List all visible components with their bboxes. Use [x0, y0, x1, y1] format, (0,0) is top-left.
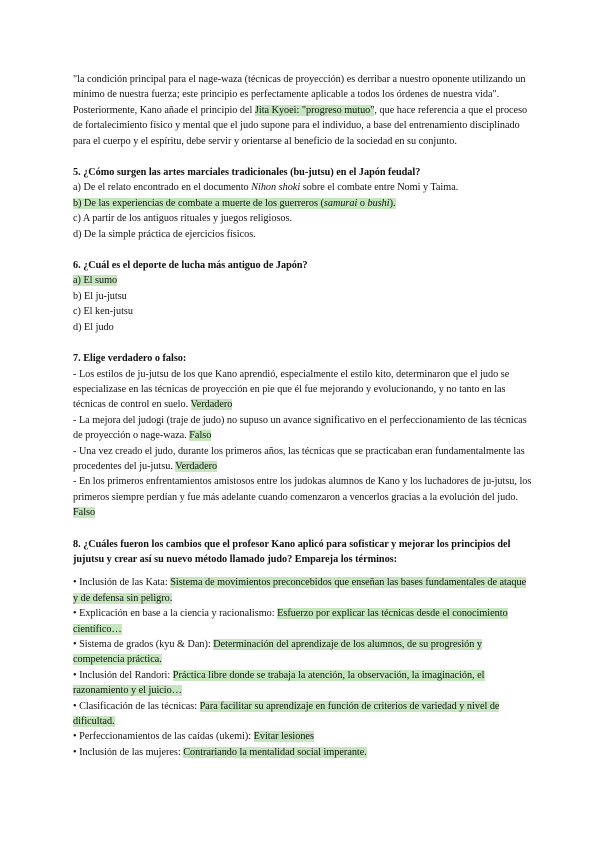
q8-term: • Explicación en base a la ciencia y racionalismo: [73, 608, 278, 620]
question-8-title: 8. ¿Cuáles fueron los cambios que el profesor Kano aplicó para sofisticar y mejorar los principios del jujutsu y crear así su nuevo método llamado judo? Empareja los términos: [73, 538, 511, 565]
q5-b-end: ). [389, 197, 396, 209]
q7-statement-text: - En los primeros enfrentamientos amistosos entre los judokas alumnos de Kano y los luchadores de ju-jutsu, los primeros siempre perdían y fue más adelante cuando comenzaron a vencerlos gracias a la evolución del judo. [73, 476, 532, 503]
q7-statement-text: - Los estilos de ju-jutsu de los que Kano aprendió, especialmente el estilo kito, determinaron que el judo se especializase en las técnicas de proyección en pie que él fue mejorando y evolucionando, y no tanto en las técnicas de control en suelo. [73, 368, 510, 411]
q6-option-b: b) El ju-jutsu [73, 290, 127, 302]
q5-a-italic: Nihon shoki [251, 182, 301, 194]
q7-statement-text: - La mejora del judogi (traje de judo) no supuso un avance significativo en el perfeccionamiento de las técnicas de proyección o nage-waza. [73, 414, 527, 442]
q8-term: • Inclusión de las Kata: [73, 577, 171, 589]
q8-answer-highlight: Sistema de movimientos preconcebidos que enseñan las bases fundamentales de ataque y de defensa sin peligro. [73, 577, 527, 604]
q8-term: • Sistema de grados (kyu & Dan): [73, 639, 214, 650]
q8-answer-highlight: Contrariando la mentalidad social imperante. [183, 746, 367, 758]
q5-option-a [73, 180, 533, 195]
intro-quote: "la condición principal para el nage-waza (técnicas de proyección) es derribar a nuestro oponente utilizando un mínimo de nuestra fuerza; este principio es perfectamente aplicable a todos los órdenes de nuestra vida". [73, 74, 526, 101]
q5-b-bushi: bushi [367, 197, 390, 209]
question-7-title: 7. Elige verdadero o falso: [73, 353, 187, 365]
q8-term: • Clasificación de las técnicas: [73, 700, 200, 712]
q7-statement [73, 444, 533, 475]
q5-b-or: o [357, 197, 368, 209]
q8-match-item [73, 668, 533, 699]
q8-term: • Perfeccionamientos de las caídas (ukemi): [73, 731, 254, 743]
q8-answer-highlight: Evitar lesiones [253, 731, 314, 743]
q5-option-c: c) A partir de los antiguos rituales y juegos religiosos. [73, 213, 292, 225]
q5-b-samurai: samurai [323, 197, 358, 209]
q8-match-item [73, 729, 533, 744]
q5-a-text: a) De el relato encontrado en el documento [73, 182, 252, 194]
q8-match-item [73, 637, 533, 668]
q8-answer-highlight: Práctica libre donde se trabaja la atención, la observación, la imaginación, el razonamiento y el juicio… [73, 669, 485, 697]
question-5-title: 5. ¿Cómo surgen las artes marciales tradicionales (bu-jutsu) en el Japón feudal? [73, 167, 421, 179]
q5-a-text-end: sobre el combate entre Nomi y Taima. [300, 182, 459, 194]
q7-answer-highlight: Falso [189, 430, 212, 442]
q8-match-item [73, 575, 533, 606]
q7-statement [73, 413, 533, 444]
q8-answer-highlight: Para facilitar su aprendizaje en función de criterios de variedad y nivel de dificultad. [73, 700, 500, 728]
intro-text-before: Posteriormente, Kano añade el principio del [73, 104, 255, 116]
q7-statement [73, 474, 533, 520]
q5-option-b [73, 196, 533, 211]
jita-kyoei-highlight: Jita Kyoei: "progreso mutuo" [254, 104, 375, 116]
intro-paragraph [73, 103, 533, 149]
q7-answer-highlight: Falso [73, 507, 96, 519]
q6-a-highlight: a) El sumo [73, 275, 118, 287]
q8-answer-highlight: Esfuerzo por explicar las técnicas desde el conocimiento científico… [73, 608, 508, 635]
q6-option-c: c) El ken-jutsu [73, 306, 133, 318]
q6-option-a [73, 273, 533, 288]
q8-term: • Inclusión de las mujeres: [73, 746, 184, 758]
q8-answer-highlight: Determinación del aprendizaje de los alumnos, de su progresión y competencia práctica. [73, 639, 482, 666]
question-6-title: 6. ¿Cuál es el deporte de lucha más antiguo de Japón? [73, 260, 308, 272]
q6-option-d: d) El judo [73, 321, 114, 333]
q5-b-text: b) De las experiencias de combate a muerte de los guerreros ( [73, 197, 324, 209]
q5-option-d: d) De la simple práctica de ejercicios físicos. [73, 228, 256, 240]
q7-answer-highlight: Verdadero [190, 399, 233, 411]
q8-match-item [73, 745, 533, 760]
q7-statement-text: - Una vez creado el judo, durante los primeros años, las técnicas que se practicaban eran fundamentalmente las procedentes del ju-jutsu. [73, 445, 525, 472]
q7-answer-highlight: Verdadero [175, 460, 218, 472]
intro-text-after: , que hace referencia a que el proceso de fortalecimiento físico y mental que el judo supone para el individuo, a base del entrenamiento disciplinado para el cuerpo y el espíritu, debe servir y orientarse al beneficio de la sociedad en su conjunto. [73, 104, 528, 147]
q5-b-highlight [73, 198, 396, 209]
q8-term: • Inclusión del Randori: [73, 669, 173, 681]
q8-match-item [73, 606, 533, 637]
document-page [73, 72, 533, 760]
q8-match-item [73, 699, 533, 730]
q7-statement [73, 367, 533, 413]
